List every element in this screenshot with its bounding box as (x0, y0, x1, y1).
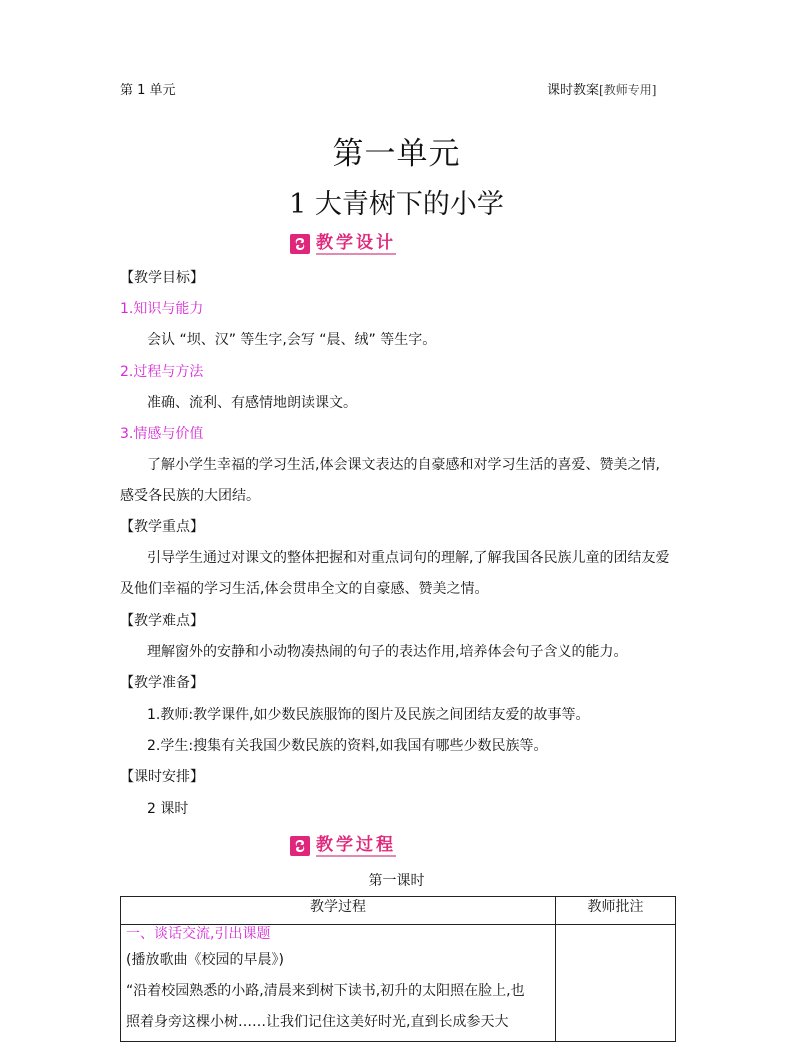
table-header-row (121, 897, 676, 925)
heading-objectives: 【教学目标】 (120, 270, 204, 286)
unit-title: 第一单元 (332, 136, 461, 172)
heading-difficulties: 【教学难点】 (120, 613, 204, 629)
objective-body-3-line-1: 了解小学生幸福的学习生活,体会课文表达的自豪感和对学习生活的喜爱、赞美之情, (147, 457, 660, 473)
preparation-item-student: 2.学生:搜集有关我国少数民族的资料,如我国有哪些少数民族等。 (147, 738, 548, 754)
lesson-title: 1 大青树下的小学 (289, 189, 504, 220)
preparation-item-teacher: 1.教师:教学课件,如少数民族服饰的图片及民族之间团结友爱的故事等。 (147, 707, 590, 723)
header-doc-type-label: 课时教案 (547, 83, 600, 98)
banner-label: 教学设计 (316, 233, 396, 253)
objective-title-1: 1.知识与能力 (120, 301, 204, 317)
swirl-logo-icon (290, 234, 310, 254)
section-banner-design (290, 232, 396, 256)
process-line: (播放歌曲《校园的早晨》) (126, 952, 284, 968)
process-line: 照着身旁这棵小树……让我们记住这美好时光,直到长成参天大 (126, 1014, 509, 1030)
teacher-notes-cell (556, 925, 676, 1042)
key-points-line-1: 引导学生通过对课文的整体把握和对重点词句的理解,了解我国各民族儿童的团结友爱 (147, 550, 670, 566)
table-row (121, 925, 676, 1042)
running-header-doc-type (547, 79, 656, 98)
section-banner-process (290, 834, 396, 858)
schedule-body: 2 课时 (147, 801, 189, 817)
difficulties-line-1: 理解窗外的安静和小动物凑热闹的句子的表达作用,培养体会句子含义的能力。 (147, 644, 628, 660)
running-header-unit: 第 1 单元 (120, 83, 176, 98)
process-cell (121, 925, 556, 1042)
objective-body-3-line-2: 感受各民族的大团结。 (120, 488, 260, 504)
swirl-logo-icon (290, 836, 310, 856)
process-step-title: 一、谈话交流,引出课题 (126, 926, 271, 942)
column-header-process: 教学过程 (121, 897, 556, 925)
heading-schedule: 【课时安排】 (120, 769, 204, 785)
header-teacher-use-label: [教师专用] (599, 83, 657, 97)
objective-title-3: 3.情感与价值 (120, 426, 204, 442)
banner-label: 教学过程 (316, 835, 396, 855)
objective-body-2: 准确、流利、有感情地朗读课文。 (147, 395, 357, 411)
heading-preparation: 【教学准备】 (120, 675, 204, 691)
period-title: 第一课时 (368, 873, 425, 889)
process-line: “沿着校园熟悉的小路,清晨来到树下读书,初升的太阳照在脸上,也 (126, 983, 525, 999)
process-table (120, 896, 676, 1042)
objective-body-1: 会认 “坝、汉” 等生字,会写 “晨、绒” 等生字。 (147, 332, 437, 348)
key-points-line-2: 及他们幸福的学习生活,体会贯串全文的自豪感、赞美之情。 (120, 581, 489, 597)
heading-key-points: 【教学重点】 (120, 519, 204, 535)
objective-title-2: 2.过程与方法 (120, 364, 204, 380)
column-header-teacher-notes: 教师批注 (556, 897, 676, 925)
